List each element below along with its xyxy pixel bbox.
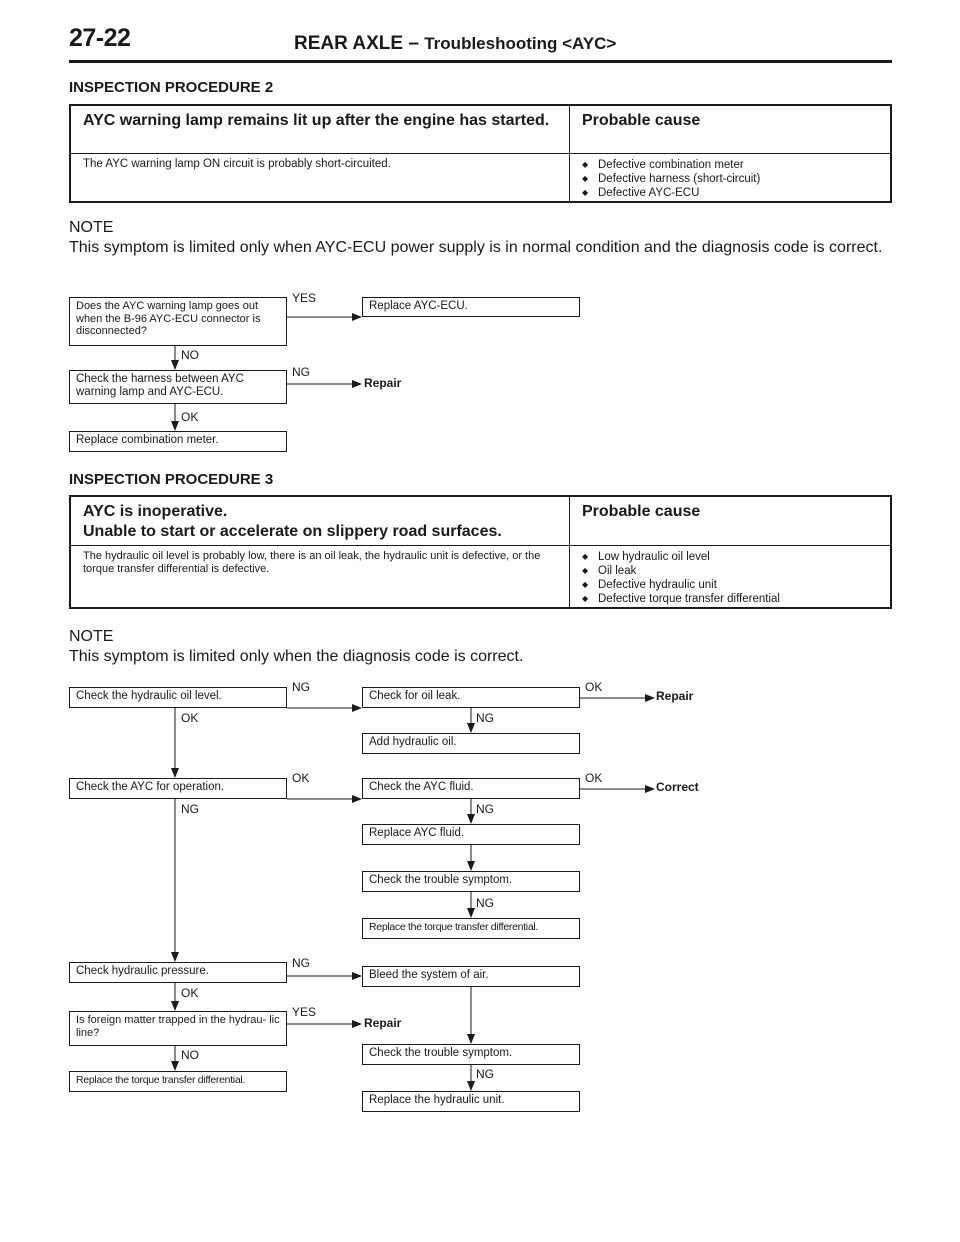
cause-item: ◆ Defective AYC-ECU [582,186,878,200]
no-label: NO [181,1048,199,1062]
section-subtitle: Troubleshooting <AYC> [424,34,617,53]
ng-label: NG [476,1067,494,1081]
probable-cause-header: Probable cause [582,503,701,520]
ok-label: OK [181,711,199,725]
title-dash: – [408,33,419,54]
ok-label: OK [585,771,603,785]
flow2-step1-box: Does the AYC warning lamp goes out when the B-96 AYC-ECU connector is disconnected? [69,297,287,346]
cause-item: ◆ Defective combination meter [582,158,878,172]
replace-ecu-box: Replace AYC-ECU. [362,297,580,317]
check-fluid-box: Check the AYC fluid. [362,778,580,799]
flow2-step2-box: Check the harness between AYC warning lamp and AYC-ECU. [69,370,287,404]
symptom-line1: AYC is inoperative. [83,503,228,520]
check-oil-leak-box: Check for oil leak. [362,687,580,708]
page-number: 27-22 [69,24,131,52]
bleed-air-box: Bleed the system of air. [362,966,580,987]
ok-label: OK [292,771,310,785]
check-pressure-box: Check hydraulic pressure. [69,962,287,983]
ok-label: OK [181,986,199,1000]
section-title: REAR AXLE [294,33,404,54]
procedure3-heading: INSPECTION PROCEDURE 3 [69,471,274,488]
replace-differential-box: Replace the torque transfer differential. [362,918,580,939]
check-symptom-box: Check the trouble symptom. [362,871,580,892]
foreign-matter-box: Is foreign matter trapped in the hydrau- lic line? [69,1011,287,1046]
ng-label: NG [476,896,494,910]
ng-label: NG [292,956,310,970]
cause-item: ◆ Oil leak [582,564,878,578]
add-oil-box: Add hydraulic oil. [362,733,580,754]
cause-item: ◆ Defective hydraulic unit [582,578,878,592]
replace-differential-box: Replace the torque transfer differential. [69,1071,287,1092]
ok-label: OK [585,680,603,694]
note-title: NOTE [69,628,114,645]
cause-item: ◆ Defective harness (short-circuit) [582,172,878,186]
replace-fluid-box: Replace AYC fluid. [362,824,580,845]
description-text: The AYC warning lamp ON circuit is probably short-circuited. [83,157,391,170]
note-title: NOTE [69,219,114,236]
symptom-line2: Unable to start or accelerate on slippery road surfaces. [83,523,502,540]
ng-label: NG [476,711,494,725]
note-text: This symptom is limited only when the diagnosis code is correct. [69,648,524,665]
procedure2-heading: INSPECTION PROCEDURE 2 [69,79,274,96]
cause-item: ◆ Defective torque transfer differential [582,592,878,606]
ng-label: NG [292,680,310,694]
replace-hydraulic-unit-box: Replace the hydraulic unit. [362,1091,580,1112]
ng-label: NG [476,802,494,816]
check-operation-box: Check the AYC for operation. [69,778,287,799]
check-symptom-box: Check the trouble symptom. [362,1044,580,1065]
ok-label: OK [181,410,199,424]
cause-item: ◆ Low hydraulic oil level [582,550,878,564]
probable-cause-header: Probable cause [582,112,701,129]
yes-label: YES [292,291,317,305]
no-label: NO [181,348,199,362]
note-text: This symptom is limited only when AYC-ECU power supply is in normal condition and the diagnosis code is correct. [69,239,883,256]
repair-text: Repair [364,376,402,390]
yes-label: YES [292,1005,317,1019]
ng-label: NG [292,365,310,379]
correct-text: Correct [656,780,699,794]
repair-text: Repair [364,1016,402,1030]
repair-text: Repair [656,689,694,703]
symptom-text: AYC warning lamp remains lit up after the engine has started. [83,112,550,129]
ng-label: NG [181,802,199,816]
flow2-step3-box: Replace combination meter. [69,431,287,452]
description-text: The hydraulic oil level is probably low, there is an oil leak, the hydraulic unit is defective, or the torque transfer differential is defective. [83,549,541,575]
check-oil-level-box: Check the hydraulic oil level. [69,687,287,708]
